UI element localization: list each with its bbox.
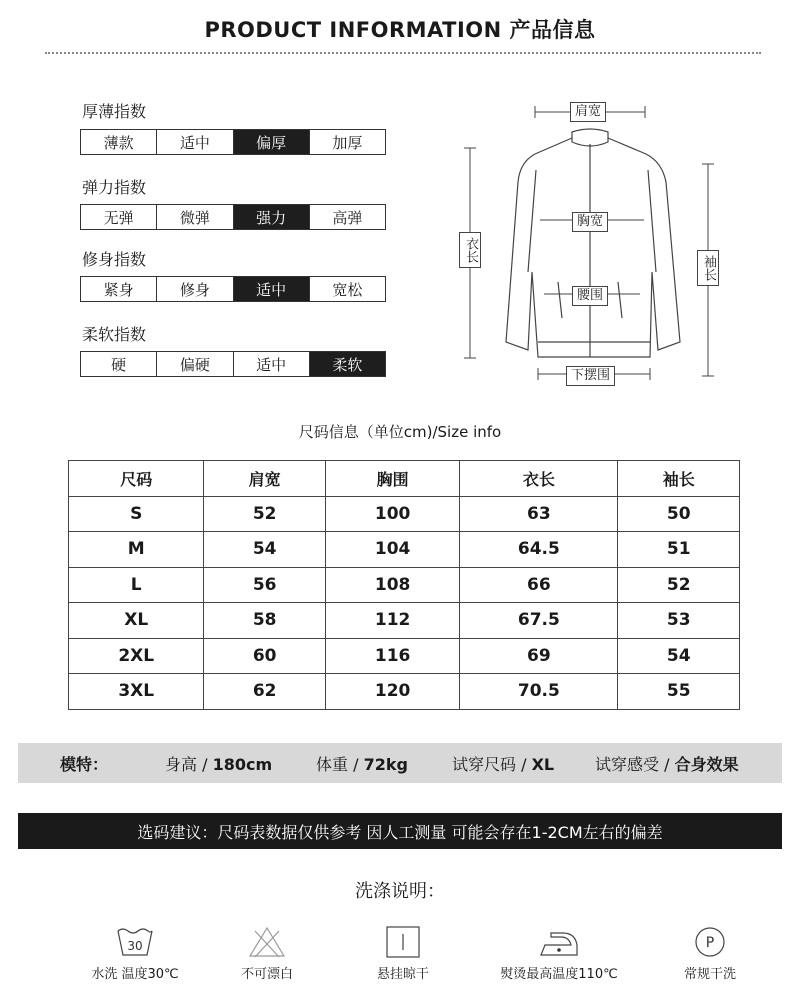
table-cell: 2XL <box>69 638 204 674</box>
table-cell: 54 <box>618 638 740 674</box>
care-item-dry <box>323 925 483 982</box>
table-row <box>69 638 740 674</box>
table-cell: 60 <box>204 638 326 674</box>
table-cell: 58 <box>204 603 326 639</box>
index-label: 弹力指数 <box>82 178 147 197</box>
wash-temp: 30 <box>127 939 143 953</box>
table-header-cell: 袖长 <box>618 461 740 497</box>
table-header-cell: 衣长 <box>460 461 618 497</box>
iron-icon <box>537 925 581 959</box>
index-option: 宽松 <box>332 280 363 299</box>
index-option-selected: 适中 <box>234 277 310 301</box>
index-option: 硬 <box>81 352 157 376</box>
table-cell: 108 <box>325 567 459 603</box>
index-option: 无弹 <box>81 205 157 229</box>
index-label: 厚薄指数 <box>82 102 147 121</box>
index-option: 偏硬 <box>157 352 233 376</box>
size-advice-banner: 选码建议：尺码表数据仅供参考 因人工测量 可能会存在1-2CM左右的偏差 <box>18 813 782 849</box>
label-hem: 下摆围 <box>566 366 615 386</box>
index-scale <box>80 351 386 377</box>
table-cell: 120 <box>325 674 459 710</box>
dry-clean-icon <box>690 925 730 959</box>
table-cell: 51 <box>618 532 740 568</box>
table-cell: 66 <box>460 567 618 603</box>
table-header-row <box>69 461 740 497</box>
table-cell: 67.5 <box>460 603 618 639</box>
dry-clean-letter: P <box>705 935 715 951</box>
table-cell: 100 <box>325 496 459 532</box>
care-label: 不可漂白 <box>240 967 293 982</box>
care-label: 悬挂晾干 <box>376 967 429 982</box>
care-item-dry-clean <box>630 925 790 982</box>
table-cell: S <box>69 496 204 532</box>
table-cell: 116 <box>325 638 459 674</box>
model-label: 模特： <box>60 754 109 774</box>
table-row <box>69 674 740 710</box>
table-row <box>69 496 740 532</box>
index-label: 修身指数 <box>82 250 147 269</box>
table-cell: 62 <box>204 674 326 710</box>
table-cell: XL <box>69 603 204 639</box>
index-label: 柔软指数 <box>82 325 147 344</box>
index-option: 紧身 <box>81 277 157 301</box>
index-option-selected: 柔软 <box>310 352 385 376</box>
table-row <box>69 532 740 568</box>
size-table <box>68 460 740 710</box>
label-length: 衣长 <box>459 232 481 268</box>
label-sleeve: 袖长 <box>697 250 719 286</box>
care-label: 水洗 温度30℃ <box>91 967 179 982</box>
table-cell: 112 <box>325 603 459 639</box>
index-option-selected: 强力 <box>234 205 310 229</box>
table-cell: 104 <box>325 532 459 568</box>
table-header-cell: 尺码 <box>69 461 204 497</box>
index-scale <box>80 276 386 302</box>
table-header-cell: 胸围 <box>325 461 459 497</box>
model-size: 试穿尺码 / XL <box>452 754 555 774</box>
table-cell: 70.5 <box>460 674 618 710</box>
table-cell: 53 <box>618 603 740 639</box>
model-info-bar <box>18 743 782 783</box>
table-cell: M <box>69 532 204 568</box>
index-option: 薄款 <box>81 130 157 154</box>
table-cell: 55 <box>618 674 740 710</box>
wash-30-icon <box>115 925 155 959</box>
jacket-diagram <box>440 92 730 392</box>
index-option: 适中 <box>234 352 310 376</box>
jacket-outline-icon <box>440 92 730 392</box>
label-shoulder: 肩宽 <box>570 102 606 122</box>
table-cell: 52 <box>204 496 326 532</box>
table-cell: 64.5 <box>460 532 618 568</box>
table-cell: 3XL <box>69 674 204 710</box>
table-cell: 52 <box>618 567 740 603</box>
hang-dry-icon <box>383 925 423 959</box>
table-cell: 63 <box>460 496 618 532</box>
index-option: 修身 <box>157 277 233 301</box>
table-header-cell: 肩宽 <box>204 461 326 497</box>
table-cell: L <box>69 567 204 603</box>
index-option: 加厚 <box>332 133 363 152</box>
index-option: 微弹 <box>157 205 233 229</box>
no-bleach-icon <box>247 925 287 959</box>
page-title: PRODUCT INFORMATION 产品信息 <box>204 18 596 42</box>
table-row <box>69 603 740 639</box>
model-weight: 体重 / 72kg <box>316 754 408 774</box>
index-option-selected: 偏厚 <box>234 130 310 154</box>
index-option: 高弹 <box>332 208 363 227</box>
divider <box>45 52 761 54</box>
table-cell: 56 <box>204 567 326 603</box>
model-height: 身高 / 180cm <box>165 754 273 774</box>
wash-title: 洗涤说明： <box>355 881 445 902</box>
care-label: 常规干洗 <box>683 967 736 982</box>
table-cell: 69 <box>460 638 618 674</box>
care-label: 熨烫最高温度110℃ <box>500 967 618 982</box>
table-cell: 54 <box>204 532 326 568</box>
table-cell: 50 <box>618 496 740 532</box>
model-feel: 试穿感受 / 合身效果 <box>595 754 739 774</box>
size-info-caption: 尺码信息（单位cm)/Size info <box>298 423 502 441</box>
care-item-iron <box>479 925 639 982</box>
label-chest: 胸宽 <box>572 212 608 232</box>
index-option: 适中 <box>157 130 233 154</box>
table-row <box>69 567 740 603</box>
index-scale <box>80 204 386 230</box>
label-waist: 腰围 <box>572 286 608 306</box>
index-scale <box>80 129 386 155</box>
